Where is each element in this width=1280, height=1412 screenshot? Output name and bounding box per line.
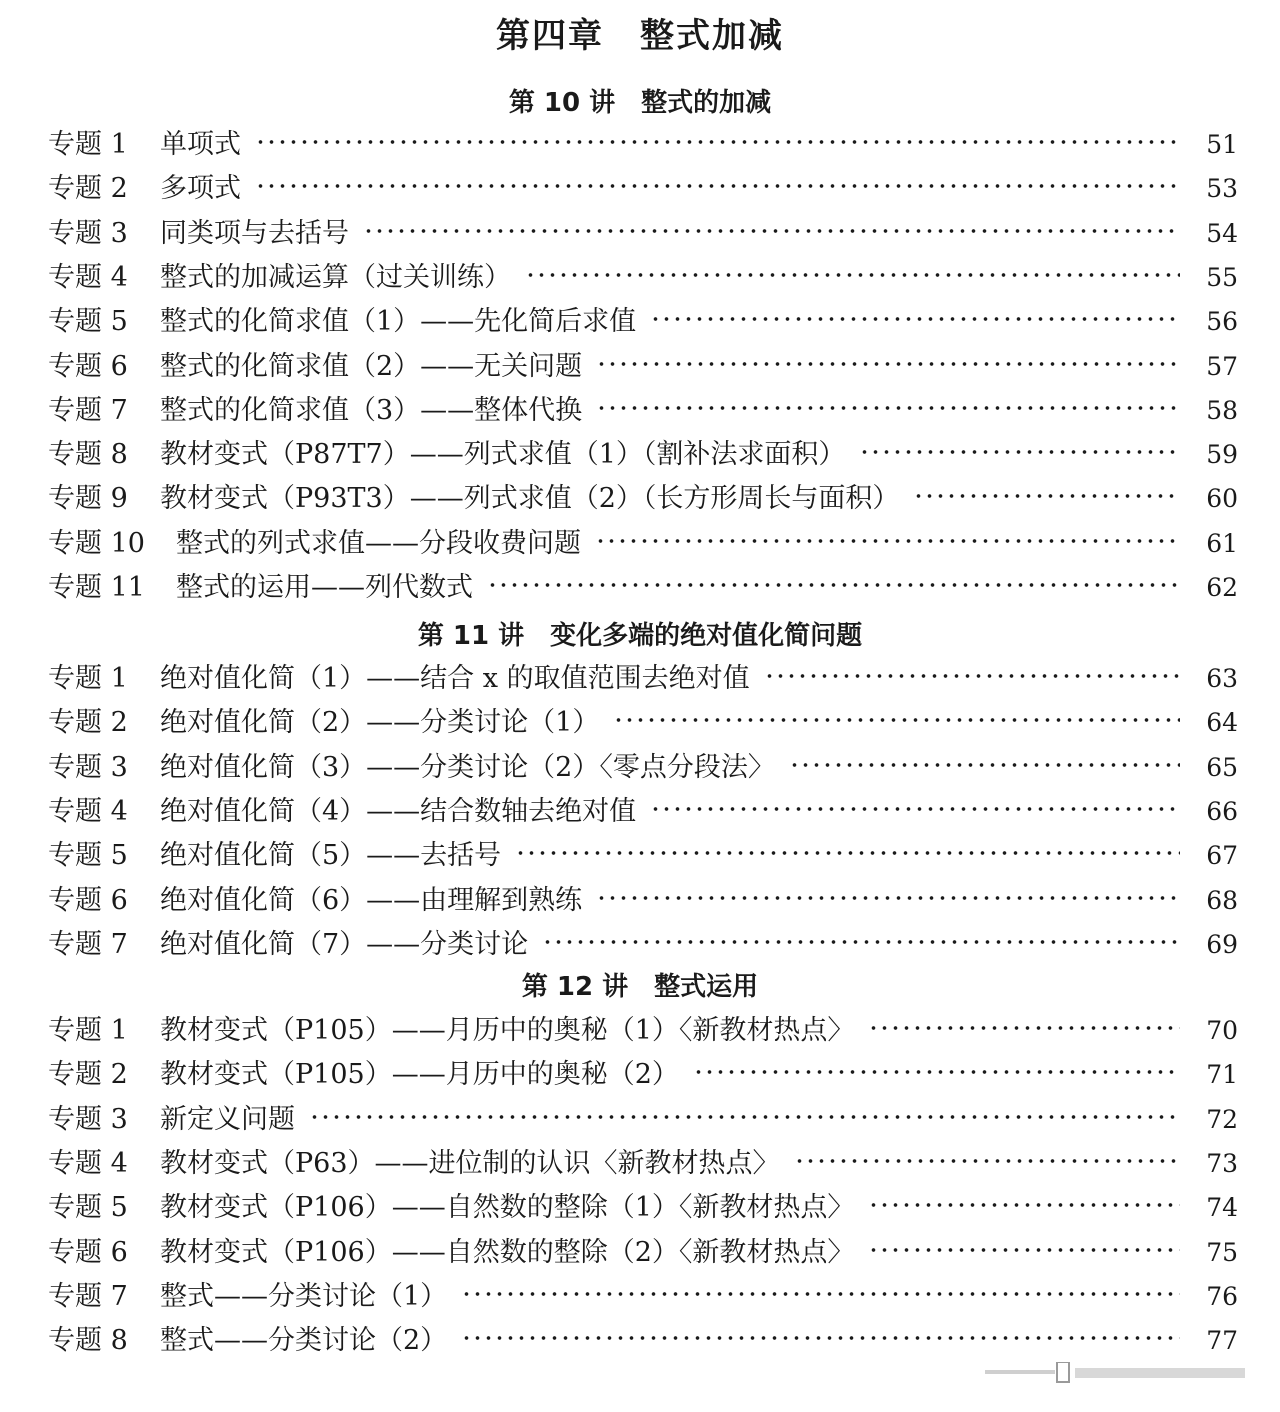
dot-leader [868, 1025, 1180, 1031]
dot-leader [913, 493, 1180, 499]
page-number: 71 [1206, 1060, 1238, 1090]
toc-entry[interactable] [48, 476, 1238, 516]
topic-title: 教材变式（P106）——自然数的整除（1）〈新教材热点〉 [160, 1192, 855, 1224]
topic-number: 专题 6 [48, 350, 128, 382]
page-number: 59 [1206, 440, 1238, 470]
dot-leader [542, 939, 1180, 945]
topic-title: 绝对值化简（2）——分类讨论（1） [160, 707, 600, 739]
dot-leader [515, 850, 1180, 856]
topic-title: 教材变式（P63）——进位制的认识〈新教材热点〉 [160, 1147, 780, 1179]
dot-leader [596, 361, 1180, 367]
topic-title: 教材变式（P105）——月历中的奥秘（2） [160, 1059, 679, 1091]
topic-title: 教材变式（P105）——月历中的奥秘（1）〈新教材热点〉 [160, 1015, 855, 1046]
lecture-heading: 第 12 讲 整式运用 [521, 972, 759, 1002]
dot-leader [613, 717, 1180, 723]
dot-leader [868, 1202, 1180, 1208]
topic-number: 专题 8 [48, 439, 128, 471]
toc-entry[interactable] [48, 1318, 1238, 1358]
page-number: 58 [1206, 395, 1238, 425]
page-number: 51 [1206, 130, 1238, 159]
topic-number: 专题 7 [48, 928, 128, 960]
toc-entry[interactable] [48, 745, 1238, 785]
toc-entry[interactable] [48, 166, 1238, 206]
toc-entry[interactable] [48, 122, 1238, 162]
topic-number: 专题 2 [48, 1059, 128, 1091]
topic-number: 专题 2 [48, 173, 128, 205]
lecture-heading: 第 10 讲 整式的加减 [508, 88, 772, 118]
page-number: 75 [1206, 1237, 1238, 1267]
toc-entry[interactable] [48, 1185, 1238, 1225]
dot-leader [255, 139, 1180, 145]
topic-number: 专题 5 [48, 840, 128, 872]
topic-title: 教材变式（P106）——自然数的整除（2）〈新教材热点〉 [160, 1236, 855, 1268]
page-number: 56 [1206, 307, 1238, 337]
dot-leader [596, 405, 1180, 411]
dot-leader [650, 806, 1180, 812]
topic-title: 整式的运用——列代数式 [176, 572, 473, 603]
topic-title: 整式的加减运算（过关训练） [160, 261, 511, 293]
toc-entry[interactable] [48, 299, 1238, 339]
topic-number: 专题 2 [48, 707, 128, 739]
dot-leader [363, 228, 1180, 234]
topic-title: 整式的化简求值（3）——整体代换 [160, 394, 583, 426]
page-number: 69 [1206, 929, 1238, 959]
topic-number: 专题 5 [48, 1192, 128, 1224]
page-number: 73 [1206, 1148, 1238, 1178]
page-number: 62 [1206, 573, 1238, 602]
page-number: 76 [1206, 1281, 1238, 1311]
page-number: 60 [1206, 484, 1238, 514]
page-number: 66 [1206, 796, 1238, 826]
toc-entry[interactable] [48, 700, 1238, 740]
topic-title: 绝对值化简（4）——结合数轴去绝对值 [160, 795, 637, 827]
dot-leader [487, 582, 1180, 588]
topic-number: 专题 3 [48, 217, 128, 249]
topic-title: 整式的化简求值（1）——先化简后求值 [160, 306, 637, 338]
dot-leader [309, 1114, 1180, 1120]
toc-entry[interactable] [48, 789, 1238, 829]
dot-leader [859, 449, 1180, 455]
page-number: 53 [1206, 174, 1238, 204]
toc-entry[interactable] [48, 922, 1238, 962]
dot-leader [596, 895, 1180, 901]
toc-entry[interactable] [48, 1274, 1238, 1314]
topic-number: 专题 3 [48, 1103, 128, 1135]
topic-title: 整式的列式求值——分段收费问题 [176, 527, 581, 559]
dot-leader [794, 1158, 1180, 1164]
topic-title: 绝对值化简（6）——由理解到熟练 [160, 884, 583, 916]
scan-artifact-mark [985, 1362, 1250, 1384]
topic-number: 专题 6 [48, 1236, 128, 1268]
page-number: 61 [1206, 528, 1238, 558]
dot-leader [461, 1335, 1180, 1341]
topic-title: 整式——分类讨论（1） [160, 1280, 448, 1312]
dot-leader [461, 1291, 1180, 1297]
toc-entry[interactable] [48, 656, 1238, 696]
page-number: 67 [1206, 841, 1238, 871]
toc-entry[interactable] [48, 1008, 1238, 1048]
topic-title: 绝对值化简（7）——分类讨论 [160, 928, 529, 960]
topic-number: 专题 7 [48, 394, 128, 426]
topic-number: 专题 4 [48, 1147, 128, 1179]
page-number: 65 [1206, 752, 1238, 782]
dot-leader [650, 316, 1180, 322]
topic-title: 绝对值化简（1）——结合 x 的取值范围去绝对值 [160, 663, 750, 694]
page-number: 72 [1206, 1104, 1238, 1134]
topic-title: 绝对值化简（5）——去括号 [160, 840, 502, 872]
topic-title: 同类项与去括号 [160, 217, 349, 249]
topic-number: 专题 8 [48, 1325, 128, 1357]
page-number: 64 [1206, 708, 1238, 738]
topic-number: 专题 5 [48, 306, 128, 338]
topic-number: 专题 9 [48, 483, 128, 515]
page-number: 77 [1206, 1326, 1238, 1356]
dot-leader [525, 272, 1180, 278]
chapter-title: 第四章 整式加减 [496, 16, 784, 56]
dot-leader [868, 1247, 1180, 1253]
toc-entry[interactable] [48, 565, 1238, 605]
topic-title: 整式的化简求值（2）——无关问题 [160, 350, 583, 382]
dot-leader [595, 538, 1180, 544]
topic-number: 专题 7 [48, 1280, 128, 1312]
page-number: 74 [1206, 1193, 1238, 1223]
dot-leader [255, 183, 1180, 189]
toc-entry[interactable] [48, 878, 1238, 918]
topic-number: 专题 11 [48, 572, 145, 603]
topic-title: 单项式 [160, 129, 241, 160]
topic-title: 新定义问题 [160, 1103, 295, 1135]
toc-entry[interactable] [48, 344, 1238, 384]
toc-entry[interactable] [48, 388, 1238, 428]
topic-number: 专题 10 [48, 527, 145, 559]
topic-number: 专题 3 [48, 751, 128, 783]
page-number: 55 [1206, 262, 1238, 292]
toc-entry[interactable] [48, 255, 1238, 295]
topic-title: 多项式 [160, 173, 241, 205]
dot-leader [789, 762, 1180, 768]
topic-number: 专题 6 [48, 884, 128, 916]
topic-title: 绝对值化简（3）——分类讨论（2）〈零点分段法〉 [160, 751, 775, 783]
page-number: 54 [1206, 218, 1238, 248]
topic-number: 专题 1 [48, 1015, 128, 1046]
toc-entry[interactable] [48, 1141, 1238, 1181]
topic-number: 专题 1 [48, 129, 128, 160]
page-number: 63 [1206, 664, 1238, 693]
topic-number: 专题 4 [48, 261, 128, 293]
toc-entry[interactable] [48, 1097, 1238, 1137]
dot-leader [764, 673, 1180, 679]
topic-title: 教材变式（P87T7）——列式求值（1）（割补法求面积） [160, 439, 846, 471]
dot-leader [693, 1069, 1180, 1075]
toc-entry[interactable] [48, 432, 1238, 472]
topic-title: 整式——分类讨论（2） [160, 1325, 448, 1357]
toc-entry[interactable] [48, 833, 1238, 873]
toc-entry[interactable] [48, 521, 1238, 561]
toc-entry[interactable] [48, 1230, 1238, 1270]
toc-entry[interactable] [48, 211, 1238, 251]
page-number: 68 [1206, 885, 1238, 915]
page-number: 57 [1206, 351, 1238, 381]
lecture-heading: 第 11 讲 变化多端的绝对值化简问题 [417, 621, 863, 651]
topic-number: 专题 4 [48, 795, 128, 827]
page-number: 70 [1206, 1016, 1238, 1045]
topic-number: 专题 1 [48, 663, 128, 694]
toc-entry[interactable] [48, 1052, 1238, 1092]
topic-title: 教材变式（P93T3）——列式求值（2）（长方形周长与面积） [160, 483, 900, 515]
